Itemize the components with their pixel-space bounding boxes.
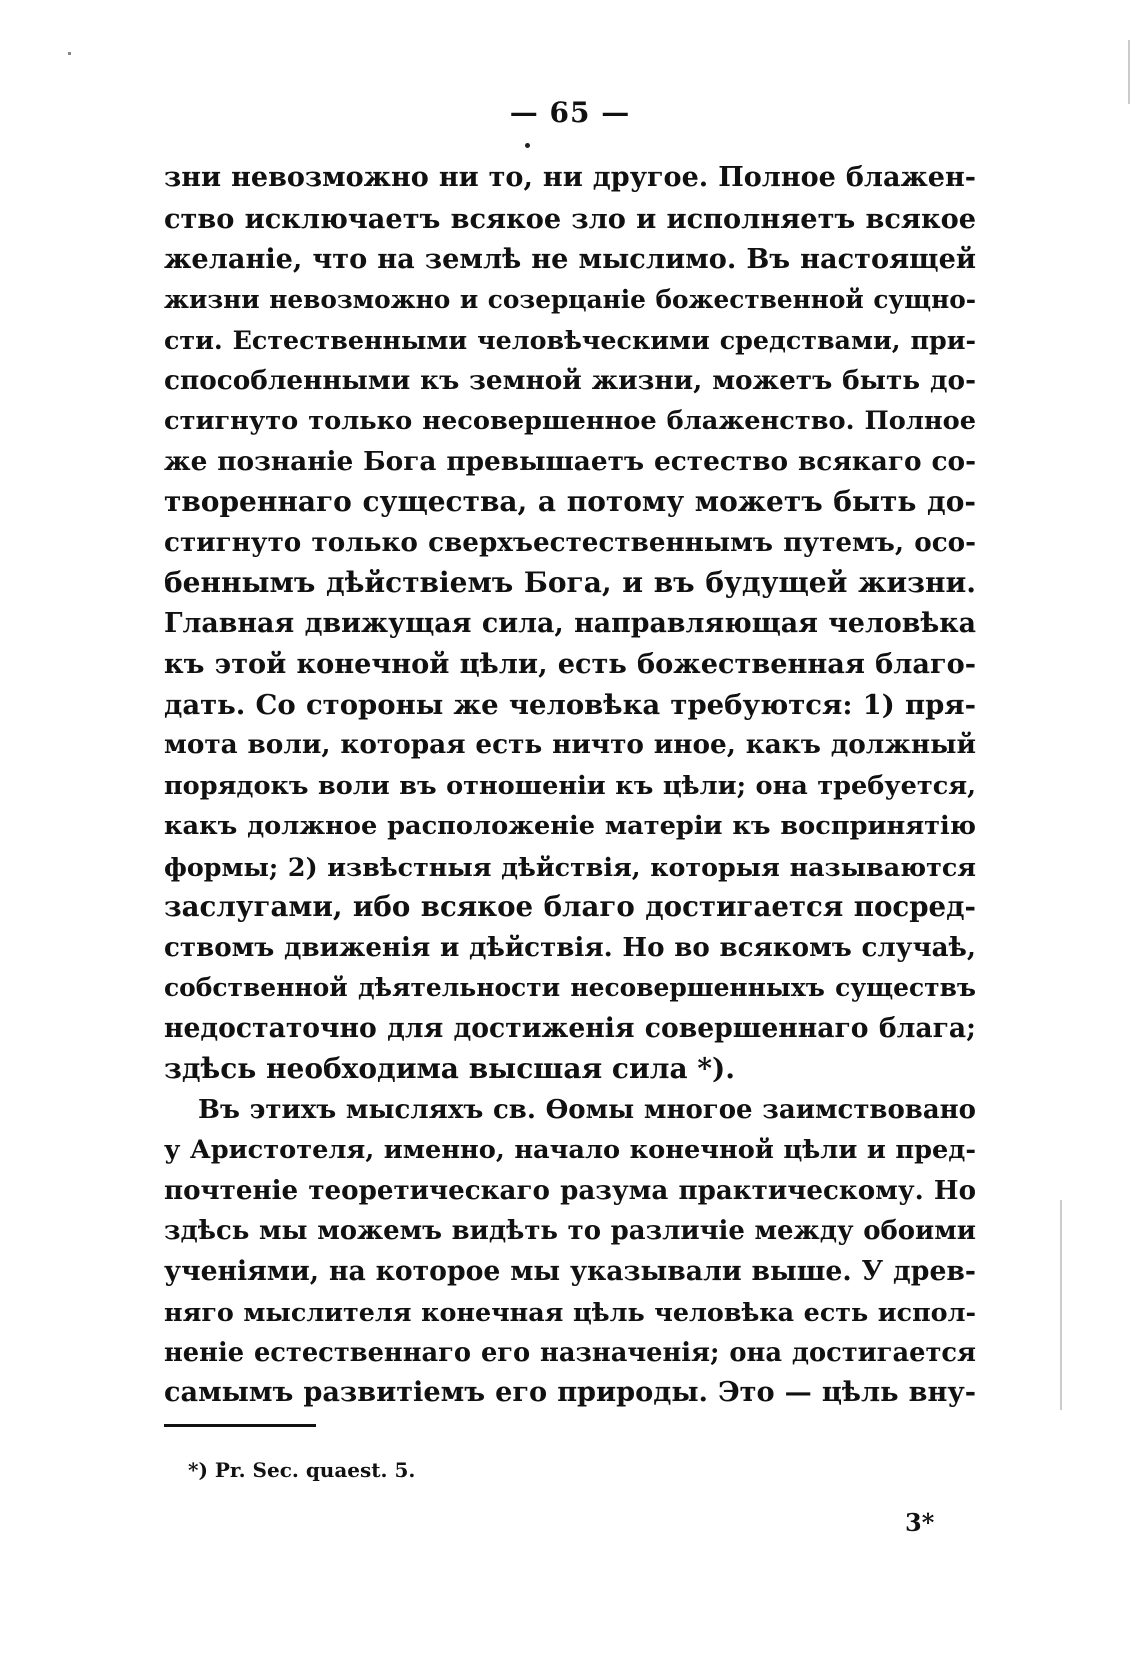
text-line: Въ этихъ мысляхъ св. Ѳомы многое заимствовано xyxy=(198,1094,976,1125)
text-line: жизни невозможно и созерцаніе божественной сущно- xyxy=(164,284,976,314)
text-line: желаніе, что на землѣ не мыслимо. Въ настоящей xyxy=(164,243,976,275)
text-line: сти. Естественными человѣческими средствами, при- xyxy=(164,325,976,355)
text-line: стигнуто только сверхъестественнымъ путемъ, осо- xyxy=(164,526,976,558)
page-number: — 65 — xyxy=(509,96,631,129)
scan-edge-mark-right xyxy=(1128,40,1130,104)
text-line: собственной дѣятельности несовершенныхъ существъ xyxy=(164,973,976,1002)
text-line: мота воли, которая есть ничто иное, какъ должный xyxy=(164,729,976,760)
scan-edge-mark-right-lower xyxy=(1060,1200,1062,1410)
footnote: *) Pr. Sec. quaest. 5. xyxy=(188,1458,416,1482)
text-line: здѣсь мы можемъ видѣть то различіе между обоими xyxy=(164,1216,976,1246)
text-line: неніе естественнаго его назначенія; она достигается xyxy=(164,1337,976,1368)
text-line: порядокъ воли въ отношеніи къ цѣли; она требуется, xyxy=(164,770,976,801)
text-line: какъ должное расположеніе матеріи къ воспринятію xyxy=(164,811,976,841)
text-line: ствомъ движенія и дѣйствія. Но во всякомъ случаѣ, xyxy=(164,931,976,963)
text-line: Главная движущая сила, направляющая человѣка xyxy=(164,607,976,639)
text-line: зни невозможно ни то, ни другое. Полное блажен- xyxy=(164,162,976,193)
printer-signature-mark: 3* xyxy=(905,1508,935,1537)
paragraph-2 xyxy=(164,1090,976,1414)
text-line: способленными къ земной жизни, можетъ быть до- xyxy=(164,364,976,396)
footnote-divider xyxy=(164,1424,316,1427)
body-text xyxy=(164,158,976,1414)
text-line: заслугами, ибо всякое благо достигается посред- xyxy=(164,890,976,923)
text-line: формы; 2) извѣстныя дѣйствія, которыя называются xyxy=(164,851,976,882)
text-line: няго мыслителя конечная цѣль человѣка есть испол- xyxy=(164,1297,976,1327)
text-line: ученіями, на которое мы указывали выше. У древ- xyxy=(164,1255,976,1287)
scan-edge-mark-top xyxy=(68,52,71,55)
text-line: у Аристотеля, именно, начало конечной цѣли и пред- xyxy=(164,1135,976,1165)
text-line: къ этой конечной цѣли, есть божественная благо- xyxy=(164,648,976,680)
text-line: ство исключаетъ всякое зло и исполняетъ всякое xyxy=(164,202,976,235)
text-line: твореннаго существа, а потому можетъ быть до- xyxy=(164,485,976,518)
text-line: стигнуто только несовершенное блаженство. Полное xyxy=(164,406,976,436)
text-line: беннымъ дѣйствіемъ Бога, и въ будущей жизни. xyxy=(164,566,976,599)
text-line: почтеніе теоретическаго разума практическому. Но xyxy=(164,1174,976,1206)
ink-dot xyxy=(525,143,530,148)
text-line: дать. Со стороны же человѣка требуются: 1) пря- xyxy=(164,688,976,721)
paragraph-1 xyxy=(164,158,976,1090)
text-line: же познаніе Бога превышаетъ естество всякаго со- xyxy=(164,445,976,477)
text-line: самымъ развитіемъ его природы. Это — цѣль вну- xyxy=(164,1377,976,1408)
text-line: здѣсь необходима высшая сила *). xyxy=(164,1052,736,1085)
text-line: недостаточно для достиженія совершеннаго блага; xyxy=(164,1012,976,1044)
